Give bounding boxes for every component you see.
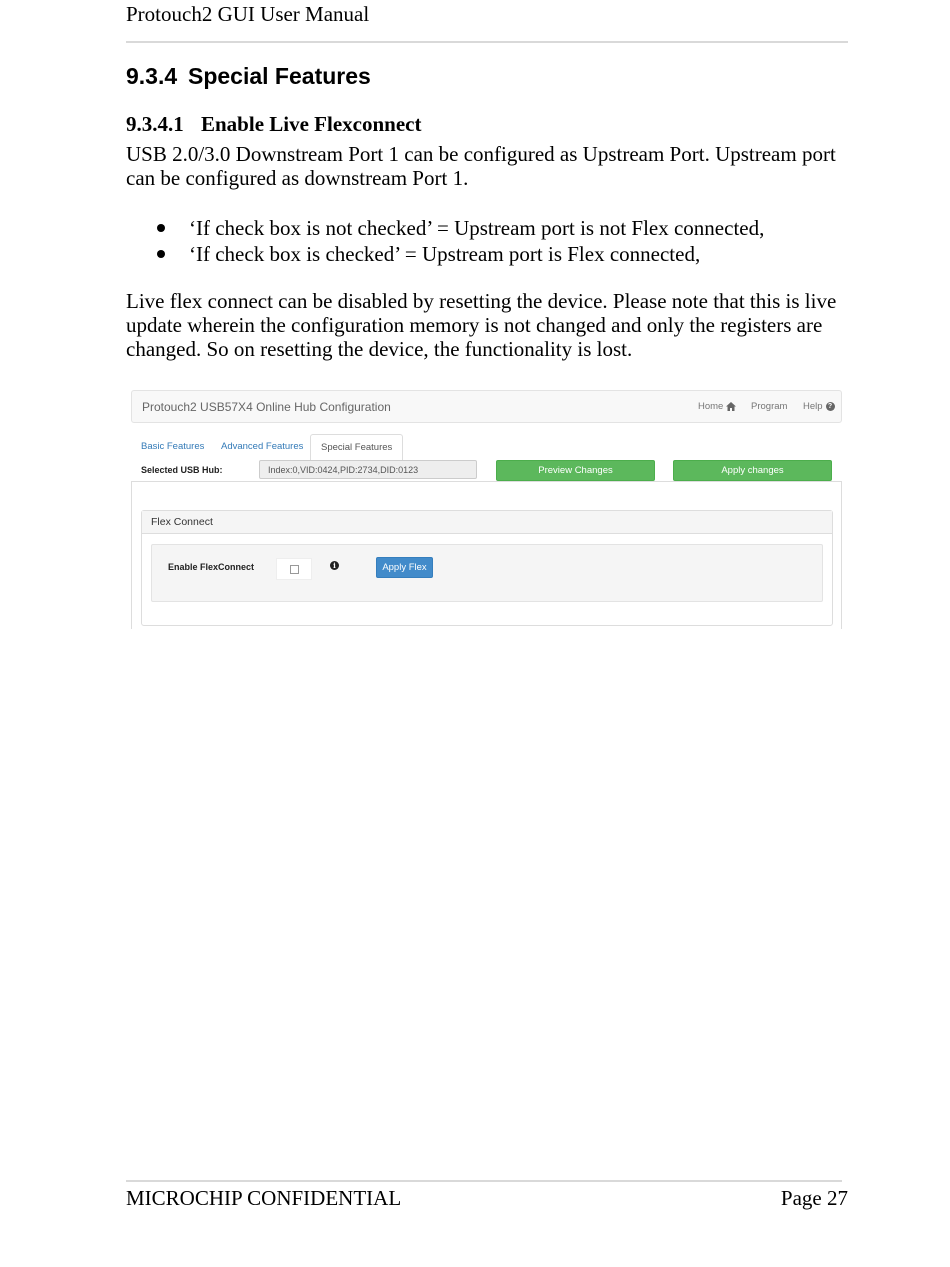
intro-paragraph: USB 2.0/3.0 Downstream Port 1 can be configured as Upstream Port. Upstream port can be configured as downstream Port 1. <box>126 142 836 190</box>
apply-flex-button[interactable]: Apply Flex <box>376 557 433 578</box>
nav-home-link[interactable] <box>698 401 736 412</box>
checkbox-container <box>276 558 312 580</box>
bullet-icon <box>157 224 165 232</box>
info-icon[interactable]: i <box>330 561 339 570</box>
section-number: 9.3.4 <box>126 63 178 89</box>
subsection-title: Enable Live Flexconnect <box>201 112 422 136</box>
apply-changes-button[interactable]: Apply changes <box>673 460 832 481</box>
tab-advanced-features[interactable]: Advanced Features <box>221 441 304 452</box>
bullet-list <box>126 215 842 267</box>
enable-flexconnect-label: Enable FlexConnect <box>168 562 255 572</box>
subsection-heading <box>126 112 421 137</box>
embedded-screenshot <box>131 389 842 629</box>
selected-hub-label: Selected USB Hub: <box>141 465 223 475</box>
flex-connect-panel <box>141 510 833 626</box>
bullet-icon <box>157 250 165 258</box>
footer-confidential: MICROCHIP CONFIDENTIAL <box>126 1186 402 1210</box>
selected-hub-field[interactable]: Index:0,VID:0424,PID:2734,DID:0123 <box>259 460 477 479</box>
subsection-number: 9.3.4.1 <box>126 112 184 136</box>
note-paragraph: Live flex connect can be disabled by resetting the device. Please note that this is live update wherein the configuration memory is not changed and only the registers are changed. So on resetting the device, the functionality is lost. <box>126 289 837 361</box>
list-item <box>126 241 842 267</box>
navbar <box>131 390 842 423</box>
header-divider <box>126 41 848 43</box>
panel-title: Flex Connect <box>142 511 832 534</box>
question-circle-icon: ? <box>826 402 835 411</box>
footer-divider <box>126 1180 842 1182</box>
home-icon <box>726 402 736 411</box>
bullet-text: ‘If check box is checked’ = Upstream port is Flex connected, <box>189 242 701 266</box>
tab-special-features[interactable]: Special Features <box>310 434 403 461</box>
nav-home-label: Home <box>698 401 724 412</box>
navbar-brand[interactable]: Protouch2 USB57X4 Online Hub Configuration <box>142 400 391 414</box>
enable-flexconnect-checkbox[interactable] <box>290 565 299 574</box>
page-header-title: Protouch2 GUI User Manual <box>126 2 370 26</box>
section-title: Special Features <box>188 63 371 89</box>
nav-help-link[interactable] <box>803 401 835 412</box>
bullet-text: ‘If check box is not checked’ = Upstream port is not Flex connected, <box>189 216 765 240</box>
list-item <box>126 215 842 241</box>
tab-basic-features[interactable]: Basic Features <box>141 441 205 452</box>
preview-changes-button[interactable]: Preview Changes <box>496 460 655 481</box>
nav-help-label: Help <box>803 401 823 412</box>
page-number: Page 27 <box>780 1186 848 1210</box>
flex-connect-well <box>151 544 823 602</box>
nav-program-link[interactable]: Program <box>751 401 788 412</box>
section-heading <box>126 63 371 90</box>
